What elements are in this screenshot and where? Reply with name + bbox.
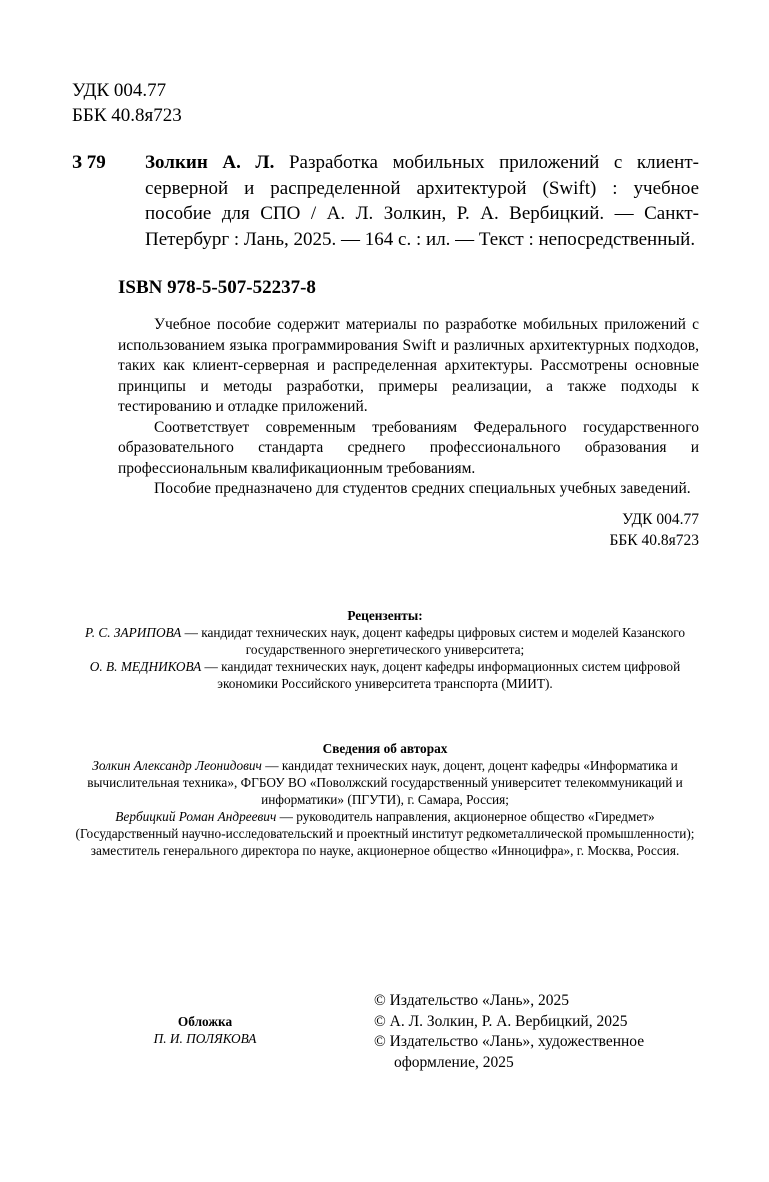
bbk-code: ББК 40.8я723 [72,105,182,126]
author-entry [70,757,700,808]
bbk-code-repeat: ББК 40.8я723 [609,531,699,549]
reviewer-details: — кандидат технических наук, доцент кафедры цифровых систем и моделей Казанского государственного энергетического университета; [181,625,686,657]
reviewers-section [70,607,700,692]
copyright-line: © Издательство «Лань», художественное оформление, 2025 [374,1033,645,1071]
author-entry [70,808,700,859]
reviewer-name: О. В. МЕДНИКОВА [89,659,202,674]
author-name: Золкин Александр Леонидович [92,758,262,773]
author-code: З 79 [72,152,106,173]
authors-title: Сведения об авторах [322,741,448,756]
cover-credit [140,1013,270,1047]
copyright-block [374,991,684,1073]
bibliographic-description: Разработка мобильных приложений с клиент-серверной и распределенной архитектурой (Swift) : учебное пособие для СПО / А. Л. Золкин, Р. А. Вербицкий. — Санкт-Петербург : Лань, 2025. — 164 с. : ил. — Текст : непосредственный. [145,152,699,250]
classification-footer [500,510,699,551]
authors-section [70,740,700,859]
cover-artist: П. И. ПОЛЯКОВА [153,1031,257,1046]
reviewer-entry [70,624,700,658]
author-name: Вербицкий Роман Андреевич [115,809,277,824]
abstract [118,315,699,500]
classification-header [72,78,182,128]
reviewers-title: Рецензенты: [347,608,423,623]
abstract-paragraph: Пособие предназначено для студентов средних специальных учебных заведений. [154,480,691,497]
bibliographic-record [145,150,699,252]
udk-code-repeat: УДК 004.77 [622,511,699,528]
author-details: — кандидат технических наук, доцент, доцент кафедры «Информатика и вычислительная техника», ФГБОУ ВО «Поволжский государственный университет телекоммуникаций и информатики» (ПГУТИ), г. Самара, Россия; [87,758,683,807]
reviewer-name: Р. С. ЗАРИПОВА [84,625,182,640]
reviewer-details: — кандидат технических наук, доцент кафедры информационных систем цифровой экономики Российского университета транспорта (МИИТ). [201,659,681,691]
cover-title: Обложка [177,1014,233,1029]
udk-code: УДК 004.77 [72,80,167,101]
copyright-line: © Издательство «Лань», 2025 [374,992,570,1009]
abstract-paragraph: Учебное пособие содержит материалы по разработке мобильных приложений с использованием языка программирования Swift и различных архитектурных подходов, таких как клиент-серверная и распределенная архитектуры. Рассмотрены основные принципы и методы разработки, примеры реализации, а также подходы к тестированию и отладке приложений. [118,316,699,415]
author-details: — руководитель направления, акционерное общество «Гиредмет» (Государственный научно-исследовательский и проектный институт редкометаллической промышленности); заместитель генерального директора по науке, акционерное общество «Инноцифра», г. Москва, Россия. [75,809,695,858]
isbn: ISBN 978-5-507-52237-8 [118,277,316,298]
bibliographic-author: Золкин А. Л. [145,152,275,173]
abstract-paragraph: Соответствует современным требованиям Федерального государственного образовательного стандарта среднего профессионального образования и профессиональным квалификационным требованиям. [118,418,699,477]
reviewer-entry [70,658,700,692]
copyright-line: © А. Л. Золкин, Р. А. Вербицкий, 2025 [374,1012,628,1030]
